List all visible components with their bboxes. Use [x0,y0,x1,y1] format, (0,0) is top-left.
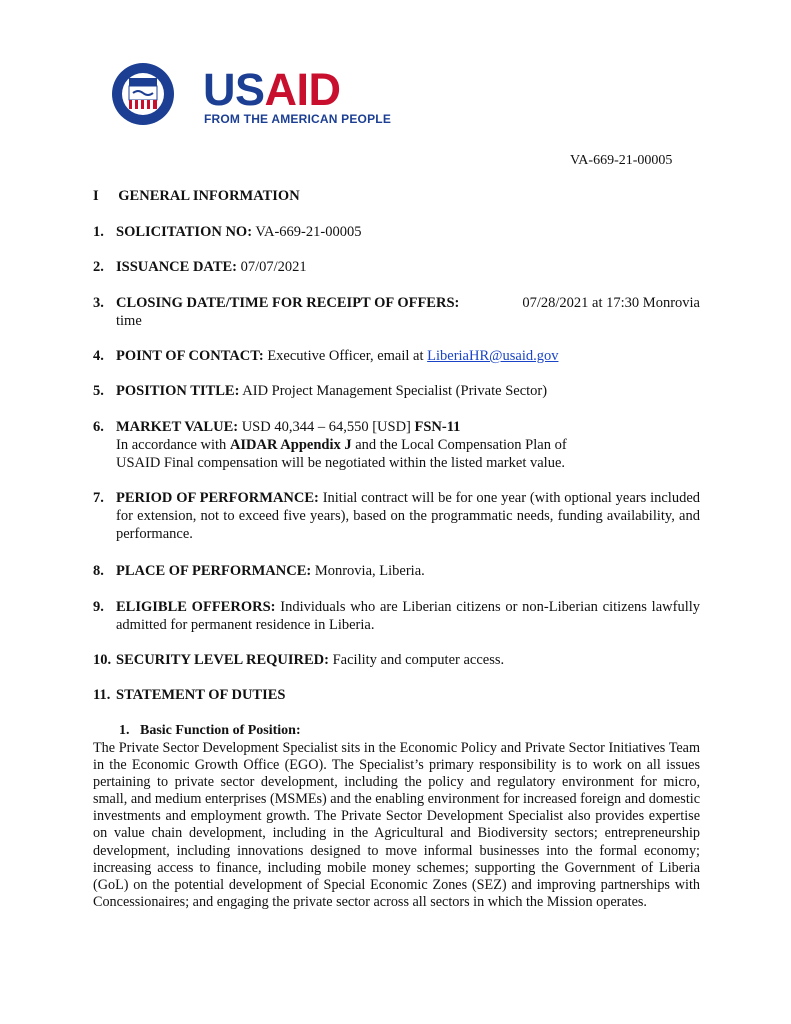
period-value: Initial contract will be for one year (with optional years included for extension, not to exceed five years), based on the programmatic needs, funding availability, and performance. [116,490,701,542]
brand-tagline: FROM THE AMERICAN PEOPLE [204,112,392,126]
market-note-final: USAID Final compensation will be negotiated within the listed market value. [116,455,566,471]
period-label: PERIOD OF PERFORMANCE: [116,490,319,506]
market-note-a: In accordance with [116,437,227,453]
usaid-logo [111,62,401,132]
solicitation-row [116,223,700,241]
item-number: 4. [93,348,104,364]
security-row [116,651,700,669]
market-note-c: and the Local Compensation Plan of [355,437,567,453]
usaid-seal-icon [111,62,175,126]
duties-label: STATEMENT OF DUTIES [116,687,286,703]
closing-value: 07/28/2021 at 17:30 Monrovia [522,295,700,311]
position-row [116,382,700,400]
market-grade: FSN-11 [414,419,461,435]
place-row [116,562,700,580]
item-number: 8. [93,563,104,579]
item-number: 10. [93,652,112,668]
duties-row [116,686,700,704]
basic-function-body: The Private Sector Development Specialist sits in the Economic Policy and Private Sector Initiatives Team in the Economic Growth Office (EGO). The Specialist’s primary responsibility is to work on all issues pertaining to private sector development, including the policy and regulatory environment for micro, small, and medium enterprises (MSMEs) and the enabling environment for increased foreign and domestic investments and employment growth. The Private Sector Development Specialist also provides expertise on value chain development, including in the Agricultural and Biodiversity sectors; entrepreneurship development, including innovations designed to move informal businesses into the formal economy; increasing access to finance, including mobile money schemes; supporting the Government of Liberia (GoL) on the potential development of Special Economic Zones (SEZ) and improving partnerships with Concessionaires; and engaging the private sector across all sectors in which the Mission operates. [93,740,700,910]
item-number: 3. [93,295,104,311]
basic-function-number: 1. [119,723,130,738]
position-label: POSITION TITLE: [116,383,240,399]
place-value: Monrovia, Liberia. [314,563,425,579]
item-number: 5. [93,383,104,399]
closing-label: CLOSING DATE/TIME FOR RECEIPT OF OFFERS: [116,295,460,311]
section-heading [93,188,300,205]
contact-email-link[interactable]: LiberiaHR@usaid.gov [427,348,559,364]
eligible-value: Individuals who are Liberian citizens or non-Liberian citizens lawfully admitted for permanent residence in Liberia. [116,599,701,633]
section-title: GENERAL INFORMATION [118,188,300,204]
contact-label: POINT OF CONTACT: [116,348,264,364]
contact-row [116,347,700,365]
contact-value: Executive Officer, email at [267,348,424,364]
issuance-value: 07/07/2021 [240,259,307,275]
brand-wordmark [203,64,341,115]
period-row [116,489,700,543]
brand-us: US [203,64,265,115]
market-label: MARKET VALUE: [116,419,239,435]
section-numeral: I [93,188,99,204]
issuance-label: ISSUANCE DATE: [116,259,237,275]
item-number: 11. [93,687,111,703]
market-note-appendix: AIDAR Appendix J [229,437,352,453]
solicitation-label: SOLICITATION NO: [116,224,253,240]
brand-aid: AID [264,64,341,115]
document-reference: VA-669-21-00005 [570,153,673,168]
market-value: USD 40,344 – 64,550 [USD] [241,419,411,435]
item-number: 2. [93,259,104,275]
market-row [116,418,700,472]
place-label: PLACE OF PERFORMANCE: [116,563,312,579]
eligible-row [116,598,700,634]
item-number: 9. [93,599,104,615]
item-number: 7. [93,490,104,506]
solicitation-value: VA-669-21-00005 [255,224,362,240]
closing-row [116,294,700,330]
security-label: SECURITY LEVEL REQUIRED: [116,652,329,668]
item-number: 6. [93,419,104,435]
basic-function-heading: Basic Function of Position: [140,723,301,738]
security-value: Facility and computer access. [332,652,505,668]
closing-value-cont: time [116,313,142,329]
position-value: AID Project Management Specialist (Private Sector) [242,383,548,399]
eligible-label: ELIGIBLE OFFERORS: [116,599,276,615]
issuance-row [116,258,700,276]
item-number: 1. [93,224,104,240]
